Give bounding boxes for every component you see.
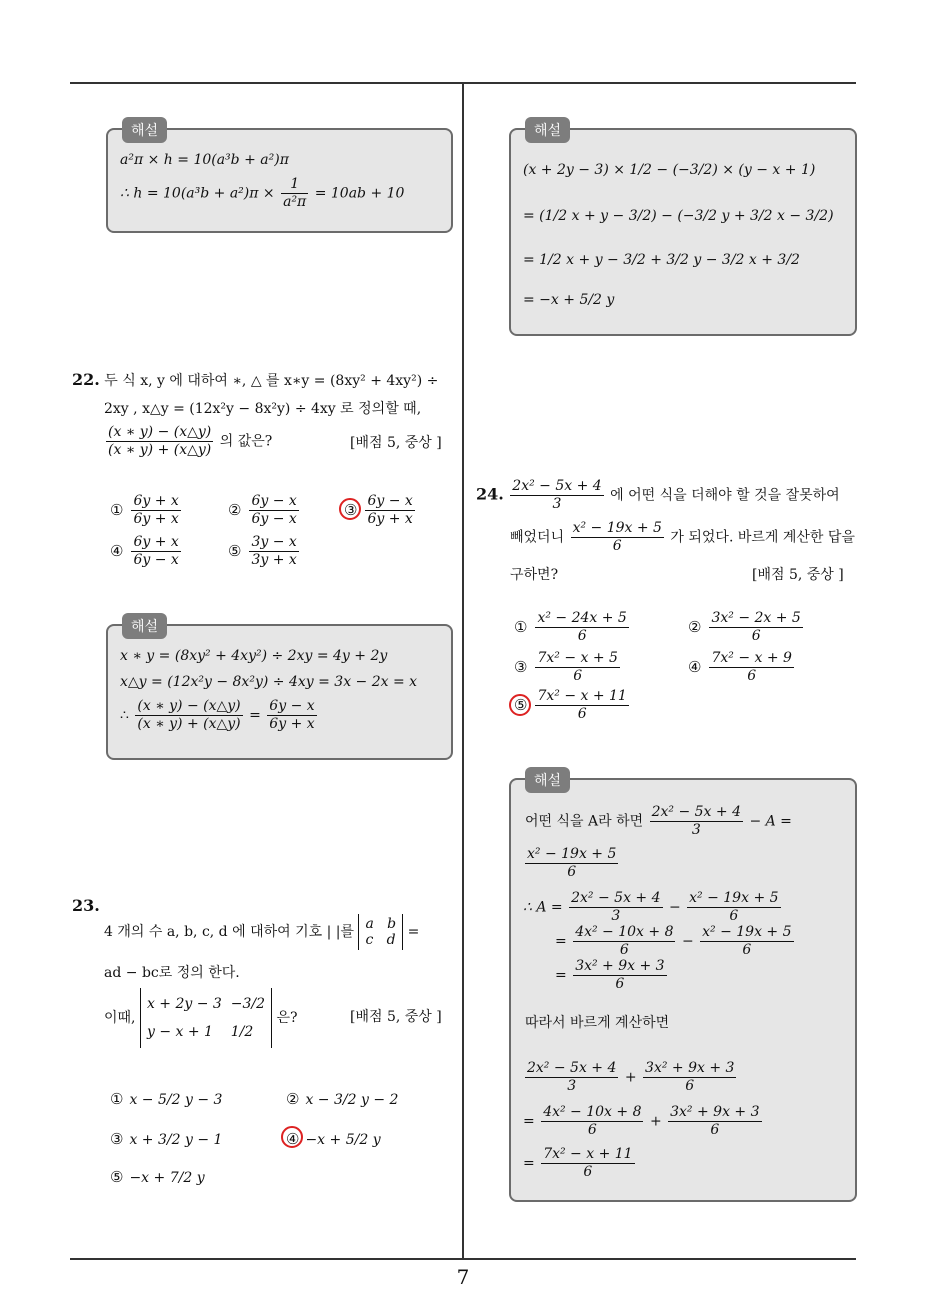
q24-sol-line2: $\frac{\text{x² − 19x + 5}}{6}$: [527, 846, 617, 880]
q23-sol-line2: = (1/2 x + y − 3/2) − (−3/2 y + 3/2 x − 3/2): [523, 208, 834, 224]
q23-option-1[interactable]: ① x − 5/2 y − 3: [110, 1090, 223, 1108]
solution-box-q23: [509, 123, 857, 336]
q21-sol-line2: ∴ h = 10(a³b + a²)π × $\frac{1}{\text{a²π}}$ = 10ab + 10: [120, 176, 405, 210]
solution-box-q21: [106, 123, 453, 233]
q23-score: [배점 5, 중상 ]: [350, 1009, 442, 1025]
q24-sol-line4: = $\frac{\text{4x² − 10x + 8}}{6}$ − $\frac{\text{x² − 19x + 5}}{6}$: [555, 924, 792, 958]
q22-line2: 2xy , x△y = (12x²y − 8x²y) ÷ 4xy 로 정의할 때,: [104, 401, 422, 417]
solution-tag: 해설: [122, 117, 167, 143]
q23-option-3[interactable]: ③ x + 3/2 y − 1: [110, 1130, 223, 1148]
answer-mark-q22: [339, 498, 361, 520]
solution-tag: 해설: [525, 767, 570, 793]
q24-option-3[interactable]: ③ $\frac{\text{7x² − x + 5}}{6}$: [514, 650, 618, 684]
q24-line2: 빼었더니 $\frac{\text{x² − 19x + 5}}{6}$ 가 되었다. 바르게 계산한 답을: [510, 520, 855, 554]
solution-tag: 해설: [525, 117, 570, 143]
q21-sol-line1: a²π × h = 10(a³b + a²)π: [120, 152, 289, 168]
q23-line3: 이때, x + 2y − 3 −3/2 y − x + 1 1/2 은?: [104, 988, 298, 1048]
q23-number: 23.: [72, 896, 100, 915]
q24-sol-line6: 따라서 바르게 계산하면: [525, 1015, 670, 1031]
answer-mark-q24: [509, 694, 531, 716]
answer-mark-q23: [281, 1126, 303, 1148]
q22-sol-line2: x△y = (12x²y − 8x²y) ÷ 4xy = 3x − 2x = x: [120, 674, 418, 690]
q22-option-4[interactable]: ④ $\frac{6y + x}{6y - x}$: [110, 534, 179, 568]
q22-option-3[interactable]: ③ $\frac{6y - x}{6y + x}$: [344, 493, 413, 527]
q24-line1: 24. $\frac{\text{2x² − 5x + 4}}{3}$ 에 어떤 식을 더해야 할 것을 잘못하여: [476, 478, 840, 512]
solution-box-q24: [509, 773, 857, 1202]
q24-sol-line9: = $\frac{\text{7x² − x + 11}}{6}$: [523, 1146, 633, 1180]
q23-line2: ad − bc로 정의 한다.: [104, 965, 240, 981]
q23-option-2[interactable]: ② x − 3/2 y − 2: [286, 1090, 399, 1108]
q24-score: [배점 5, 중상 ]: [752, 567, 844, 583]
q22-line3: $\frac{(x ∗ y) - (x\triangle y)}{(x ∗ y) + (x\triangle y)}$ 의 값은?: [108, 424, 273, 458]
q22-line1: 22. 두 식 x, y 에 대하여 ∗, △ 를 x∗y = (8xy² + 4xy²) ÷: [72, 370, 439, 389]
q24-sol-line7: $\frac{\text{2x² − 5x + 4}}{3}$ + $\frac{\text{3x² + 9x + 3}}{6}$: [527, 1060, 735, 1094]
q24-sol-line5: = $\frac{\text{3x² + 9x + 3}}{6}$: [555, 958, 665, 992]
q24-sol-line1: 어떤 식을 A라 하면 $\frac{\text{2x² − 5x + 4}}{3}$ − A =: [525, 804, 792, 838]
q24-sol-line3: ∴ A = $\frac{\text{2x² − 5x + 4}}{3}$ − $\frac{\text{x² − 19x + 5}}{6}$: [523, 890, 779, 924]
q23-option-4[interactable]: ④ −x + 5/2 y: [286, 1130, 381, 1148]
column-divider: [462, 84, 464, 1258]
q24-line3: 구하면?: [510, 567, 559, 583]
q23-sol-line1: (x + 2y − 3) × 1/2 − (−3/2) × (y − x + 1): [523, 162, 816, 178]
page-number: 7: [456, 1265, 470, 1289]
q24-option-1[interactable]: ① $\frac{\text{x² − 24x + 5}}{6}$: [514, 610, 627, 644]
q23-sol-line3: = 1/2 x + y − 3/2 + 3/2 y − 3/2 x + 3/2: [523, 252, 800, 268]
q23-line1: 4 개의 수 a, b, c, d 에 대하여 기호 | |를 a b c d =: [104, 916, 420, 948]
bottom-rule: [70, 1258, 856, 1260]
q24-option-4[interactable]: ④ $\frac{\text{7x² − x + 9}}{6}$: [688, 650, 792, 684]
q22-sol-line1: x ∗ y = (8xy² + 4xy²) ÷ 2xy = 4y + 2y: [120, 648, 388, 664]
q22-sol-line3: ∴ $\frac{(x ∗ y) - (x\triangle y)}{(x ∗ y) + (x\triangle y)}$ = $\frac{6y - x}{6y + x}$: [120, 698, 315, 732]
q24-option-2[interactable]: ② $\frac{\text{3x² − 2x + 5}}{6}$: [688, 610, 801, 644]
q24-sol-line8: = $\frac{\text{4x² − 10x + 8}}{6}$ + $\frac{\text{3x² + 9x + 3}}{6}$: [523, 1104, 760, 1138]
q23-sol-line4: = −x + 5/2 y: [523, 292, 615, 308]
solution-tag: 해설: [122, 613, 167, 639]
q22-option-5[interactable]: ⑤ $\frac{3y - x}{3y + x}$: [228, 534, 297, 568]
q22-score: [배점 5, 중상 ]: [350, 435, 442, 451]
solution-box-q22: [106, 619, 453, 760]
q23-option-5[interactable]: ⑤ −x + 7/2 y: [110, 1168, 205, 1186]
q22-option-1[interactable]: ① $\frac{6y + x}{6y + x}$: [110, 493, 179, 527]
q22-option-2[interactable]: ② $\frac{6y - x}{6y - x}$: [228, 493, 297, 527]
q24-option-5[interactable]: ⑤ $\frac{\text{7x² − x + 11}}{6}$: [514, 688, 627, 722]
